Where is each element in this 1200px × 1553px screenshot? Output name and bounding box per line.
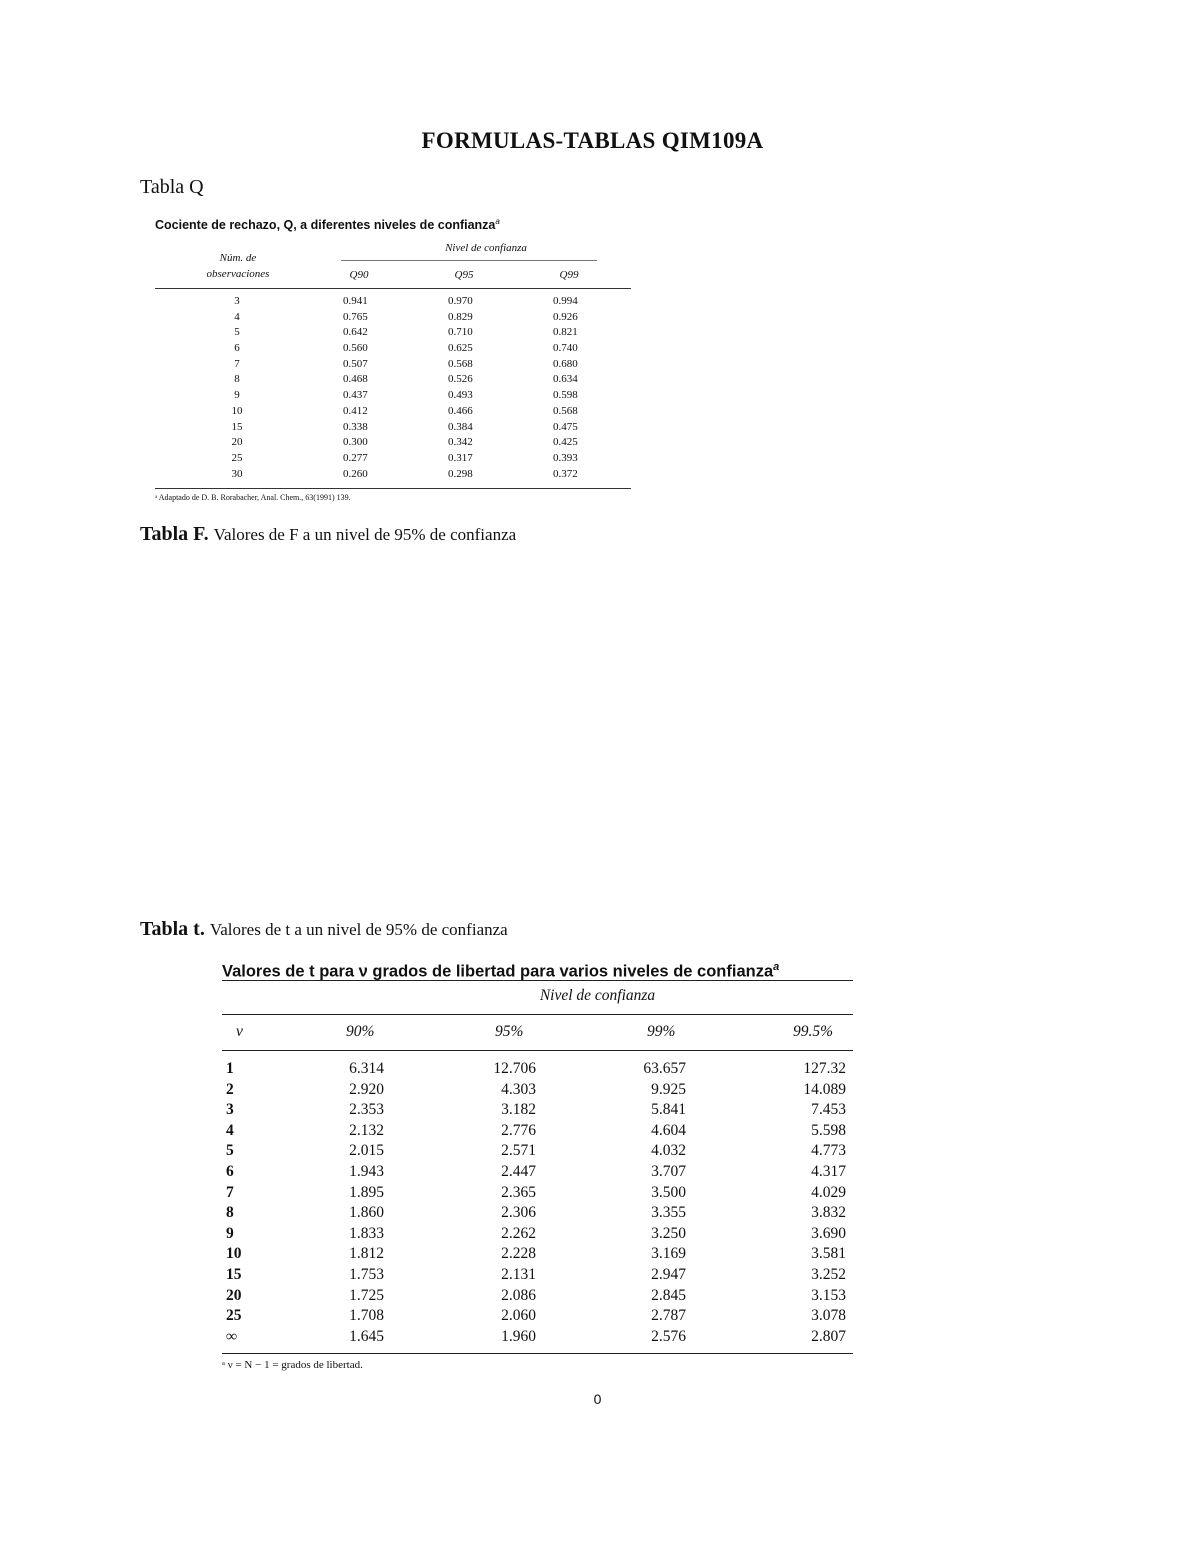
t-value-cell: 3.153 xyxy=(811,1286,846,1304)
q-value-cell: 0.468 xyxy=(343,373,368,386)
q-value-cell: 0.493 xyxy=(448,389,473,402)
q-value-cell: 0.926 xyxy=(553,310,578,323)
t-degrees-cell: ∞ xyxy=(226,1327,238,1345)
t-value-cell: 2.787 xyxy=(651,1307,686,1325)
t-value-cell: 2.262 xyxy=(501,1224,536,1242)
t-value-cell: 2.920 xyxy=(349,1080,384,1098)
table-row xyxy=(222,1224,853,1245)
q-observations-cell: 9 xyxy=(234,389,240,402)
table-row xyxy=(222,1265,853,1286)
t-table-body xyxy=(222,1051,853,1354)
t-column-header: 95% xyxy=(495,1023,524,1040)
t-value-cell: 3.078 xyxy=(811,1307,846,1325)
table-row xyxy=(222,1244,853,1265)
t-degrees-cell: 9 xyxy=(226,1224,234,1242)
q-observations-cell: 7 xyxy=(234,357,240,370)
section-heading-tabla-f xyxy=(140,523,516,546)
table-row xyxy=(155,341,631,357)
tabla-t-description: Valores de t a un nivel de 95% de confianza xyxy=(209,920,508,939)
t-degrees-cell: 20 xyxy=(226,1286,242,1304)
t-value-cell: 2.086 xyxy=(501,1286,536,1304)
t-value-cell: 3.707 xyxy=(651,1162,686,1180)
q-value-cell: 0.642 xyxy=(343,326,368,339)
t-value-cell: 4.317 xyxy=(811,1162,846,1180)
table-row xyxy=(222,1203,853,1224)
t-degrees-cell: 10 xyxy=(226,1245,242,1263)
t-value-cell: 14.089 xyxy=(803,1080,846,1098)
table-row xyxy=(155,404,631,420)
q-value-cell: 0.634 xyxy=(553,373,578,386)
q-value-cell: 0.338 xyxy=(343,420,368,433)
t-row-header: ν xyxy=(236,1023,243,1040)
table-row xyxy=(155,294,631,310)
table-row xyxy=(222,1080,853,1101)
t-group-header: Nivel de confianza xyxy=(539,987,656,1004)
q-observations-cell: 20 xyxy=(231,436,243,449)
table-row xyxy=(155,451,631,467)
q-value-cell: 0.829 xyxy=(448,310,473,323)
q-value-cell: 0.298 xyxy=(448,467,473,480)
q-value-cell: 0.475 xyxy=(553,420,578,433)
q-observations-cell: 4 xyxy=(234,310,240,323)
q-row-header-line1: Núm. de xyxy=(219,252,257,264)
t-degrees-cell: 6 xyxy=(226,1162,234,1180)
t-table-caption-text: Valores de t para ν grados de libertad para varios niveles de confianza xyxy=(222,962,774,981)
q-observations-cell: 5 xyxy=(234,326,240,339)
t-value-cell: 1.753 xyxy=(349,1265,384,1283)
t-value-cell: 12.706 xyxy=(493,1060,536,1077)
table-row xyxy=(155,357,631,373)
q-observations-cell: 10 xyxy=(231,404,243,417)
q-observations-cell: 25 xyxy=(231,451,243,464)
q-observations-cell: 6 xyxy=(234,342,240,355)
tabla-f-description: Valores de F a un nivel de 95% de confianza xyxy=(213,525,517,544)
t-column-header: 99% xyxy=(647,1023,676,1040)
t-value-cell: 127.32 xyxy=(803,1060,846,1077)
t-value-cell: 2.365 xyxy=(501,1183,536,1201)
t-value-cell: 3.250 xyxy=(651,1224,686,1242)
q-column-header: Q90 xyxy=(349,269,369,281)
t-value-cell: 9.925 xyxy=(651,1080,686,1098)
t-table-header xyxy=(222,1015,853,1051)
t-value-cell: 2.132 xyxy=(349,1121,384,1139)
t-value-cell: 3.355 xyxy=(651,1204,686,1222)
q-observations-cell: 15 xyxy=(231,420,243,433)
q-table-caption-text: Cociente de rechazo, Q, a diferentes niveles de confianza xyxy=(155,218,496,233)
q-value-cell: 0.393 xyxy=(553,451,578,464)
t-value-cell: 1.812 xyxy=(349,1245,384,1263)
q-observations-cell: 8 xyxy=(234,373,240,386)
t-degrees-cell: 1 xyxy=(226,1060,234,1077)
tabla-t-heading: Tabla t. xyxy=(140,918,205,940)
tabla-q-heading: Tabla Q xyxy=(140,176,204,198)
t-value-cell: 1.860 xyxy=(349,1204,384,1222)
table-row xyxy=(155,467,631,483)
section-heading-tabla-q xyxy=(140,176,204,199)
t-degrees-cell: 25 xyxy=(226,1307,242,1325)
t-table-caption-sup: a xyxy=(773,961,780,973)
q-observations-cell: 30 xyxy=(231,467,243,480)
t-value-cell: 4.032 xyxy=(651,1142,686,1160)
t-value-cell: 3.690 xyxy=(811,1224,846,1242)
t-value-cell: 3.169 xyxy=(651,1245,686,1263)
document-title: FORMULAS-TABLAS QIM109A xyxy=(421,128,764,153)
q-value-cell: 0.710 xyxy=(448,326,473,339)
t-degrees-cell: 4 xyxy=(226,1121,234,1139)
t-value-cell: 1.645 xyxy=(349,1327,384,1345)
t-table-footnote: ᵃ ν = N − 1 = grados de libertad. xyxy=(222,1359,363,1372)
t-value-cell: 6.314 xyxy=(349,1060,384,1077)
t-value-cell: 2.060 xyxy=(501,1307,536,1325)
t-value-cell: 4.604 xyxy=(651,1121,686,1139)
q-value-cell: 0.260 xyxy=(343,467,368,480)
t-value-cell: 2.447 xyxy=(501,1162,536,1180)
table-row xyxy=(155,310,631,326)
q-value-cell: 0.821 xyxy=(553,326,578,339)
q-group-underline xyxy=(341,260,597,261)
t-table-caption xyxy=(222,956,853,981)
t-column-header: 90% xyxy=(346,1023,375,1040)
q-group-header: Nivel de confianza xyxy=(445,242,527,254)
q-value-cell: 0.425 xyxy=(553,436,578,449)
q-value-cell: 0.372 xyxy=(553,467,578,480)
q-value-cell: 0.568 xyxy=(448,357,473,370)
q-value-cell: 0.740 xyxy=(553,342,578,355)
q-table-header xyxy=(155,234,631,289)
table-row xyxy=(222,1100,853,1121)
t-value-cell: 2.807 xyxy=(811,1327,846,1345)
t-value-cell: 2.131 xyxy=(501,1265,536,1283)
t-group-header-row xyxy=(222,981,853,1015)
q-table-body xyxy=(155,289,631,489)
q-table-footnote: ᵃ Adaptado de D. B. Rorabacher, Anal. Chem., 63(1991) 139. xyxy=(155,493,351,503)
t-value-cell: 2.571 xyxy=(501,1142,536,1160)
t-value-cell: 3.182 xyxy=(501,1101,536,1119)
table-row xyxy=(222,1183,853,1204)
t-value-cell: 7.453 xyxy=(811,1101,846,1119)
q-value-cell: 0.526 xyxy=(448,373,473,386)
table-row xyxy=(155,388,631,404)
q-value-cell: 0.342 xyxy=(448,436,473,449)
q-value-cell: 0.941 xyxy=(343,295,368,307)
table-row xyxy=(155,325,631,341)
t-value-cell: 3.581 xyxy=(811,1245,846,1263)
t-value-cell: 3.832 xyxy=(811,1204,846,1222)
t-value-cell: 4.029 xyxy=(811,1183,846,1201)
q-row-header-line2: observaciones xyxy=(206,268,270,280)
t-value-cell: 3.500 xyxy=(651,1183,686,1201)
section-heading-tabla-t xyxy=(140,918,508,941)
tabla-f-heading: Tabla F. xyxy=(140,523,209,545)
q-value-cell: 0.625 xyxy=(448,342,473,355)
q-value-cell: 0.466 xyxy=(448,404,473,417)
t-degrees-cell: 7 xyxy=(226,1183,234,1201)
table-row xyxy=(222,1121,853,1142)
t-value-cell: 2.776 xyxy=(501,1121,536,1139)
t-value-cell: 5.841 xyxy=(651,1101,686,1119)
t-value-cell: 1.725 xyxy=(349,1286,384,1304)
t-value-cell: 3.252 xyxy=(811,1265,846,1283)
q-value-cell: 0.437 xyxy=(343,389,368,402)
t-degrees-cell: 8 xyxy=(226,1204,234,1222)
q-value-cell: 0.412 xyxy=(343,404,368,417)
table-row xyxy=(222,1327,853,1348)
table-row xyxy=(222,1286,853,1307)
q-value-cell: 0.568 xyxy=(553,404,578,417)
t-value-cell: 63.657 xyxy=(643,1060,686,1077)
t-value-cell: 2.947 xyxy=(651,1265,686,1283)
table-row xyxy=(155,420,631,436)
t-value-cell: 4.303 xyxy=(501,1080,536,1098)
q-value-cell: 0.384 xyxy=(448,420,473,433)
q-value-cell: 0.300 xyxy=(343,436,368,449)
table-row xyxy=(222,1141,853,1162)
q-value-cell: 0.560 xyxy=(343,342,368,355)
q-value-cell: 0.277 xyxy=(343,451,368,464)
q-table-caption xyxy=(155,212,631,234)
t-value-cell: 2.845 xyxy=(651,1286,686,1304)
q-value-cell: 0.765 xyxy=(343,310,368,323)
page-number: 0 xyxy=(593,1391,602,1407)
t-value-cell: 4.773 xyxy=(811,1142,846,1160)
table-row xyxy=(222,1306,853,1327)
t-value-cell: 1.895 xyxy=(349,1183,384,1201)
t-value-cell: 2.306 xyxy=(501,1204,536,1222)
table-row xyxy=(222,1162,853,1183)
t-degrees-cell: 3 xyxy=(226,1101,234,1119)
t-value-cell: 1.833 xyxy=(349,1224,384,1242)
t-value-cell: 2.015 xyxy=(349,1142,384,1160)
q-value-cell: 0.994 xyxy=(553,295,578,307)
q-column-header: Q99 xyxy=(559,269,579,281)
q-value-cell: 0.598 xyxy=(553,389,578,402)
table-row xyxy=(155,372,631,388)
q-table-caption-sup: a xyxy=(495,217,500,226)
t-column-header: 99.5% xyxy=(793,1023,834,1040)
q-value-cell: 0.507 xyxy=(343,357,368,370)
t-degrees-cell: 5 xyxy=(226,1142,234,1160)
q-column-header: Q95 xyxy=(454,269,474,281)
t-value-cell: 5.598 xyxy=(811,1121,846,1139)
q-table xyxy=(155,212,631,502)
q-value-cell: 0.680 xyxy=(553,357,578,370)
table-row xyxy=(155,435,631,451)
t-value-cell: 2.353 xyxy=(349,1101,384,1119)
t-value-cell: 1.708 xyxy=(349,1307,384,1325)
t-value-cell: 2.576 xyxy=(651,1327,686,1345)
t-table xyxy=(222,956,853,1371)
q-observations-cell: 3 xyxy=(234,295,240,307)
q-value-cell: 0.970 xyxy=(448,295,473,307)
t-value-cell: 1.960 xyxy=(501,1327,536,1345)
t-value-cell: 1.943 xyxy=(349,1162,384,1180)
table-row xyxy=(222,1059,853,1080)
t-value-cell: 2.228 xyxy=(501,1245,536,1263)
q-value-cell: 0.317 xyxy=(448,451,473,464)
t-degrees-cell: 15 xyxy=(226,1265,242,1283)
t-degrees-cell: 2 xyxy=(226,1080,234,1098)
